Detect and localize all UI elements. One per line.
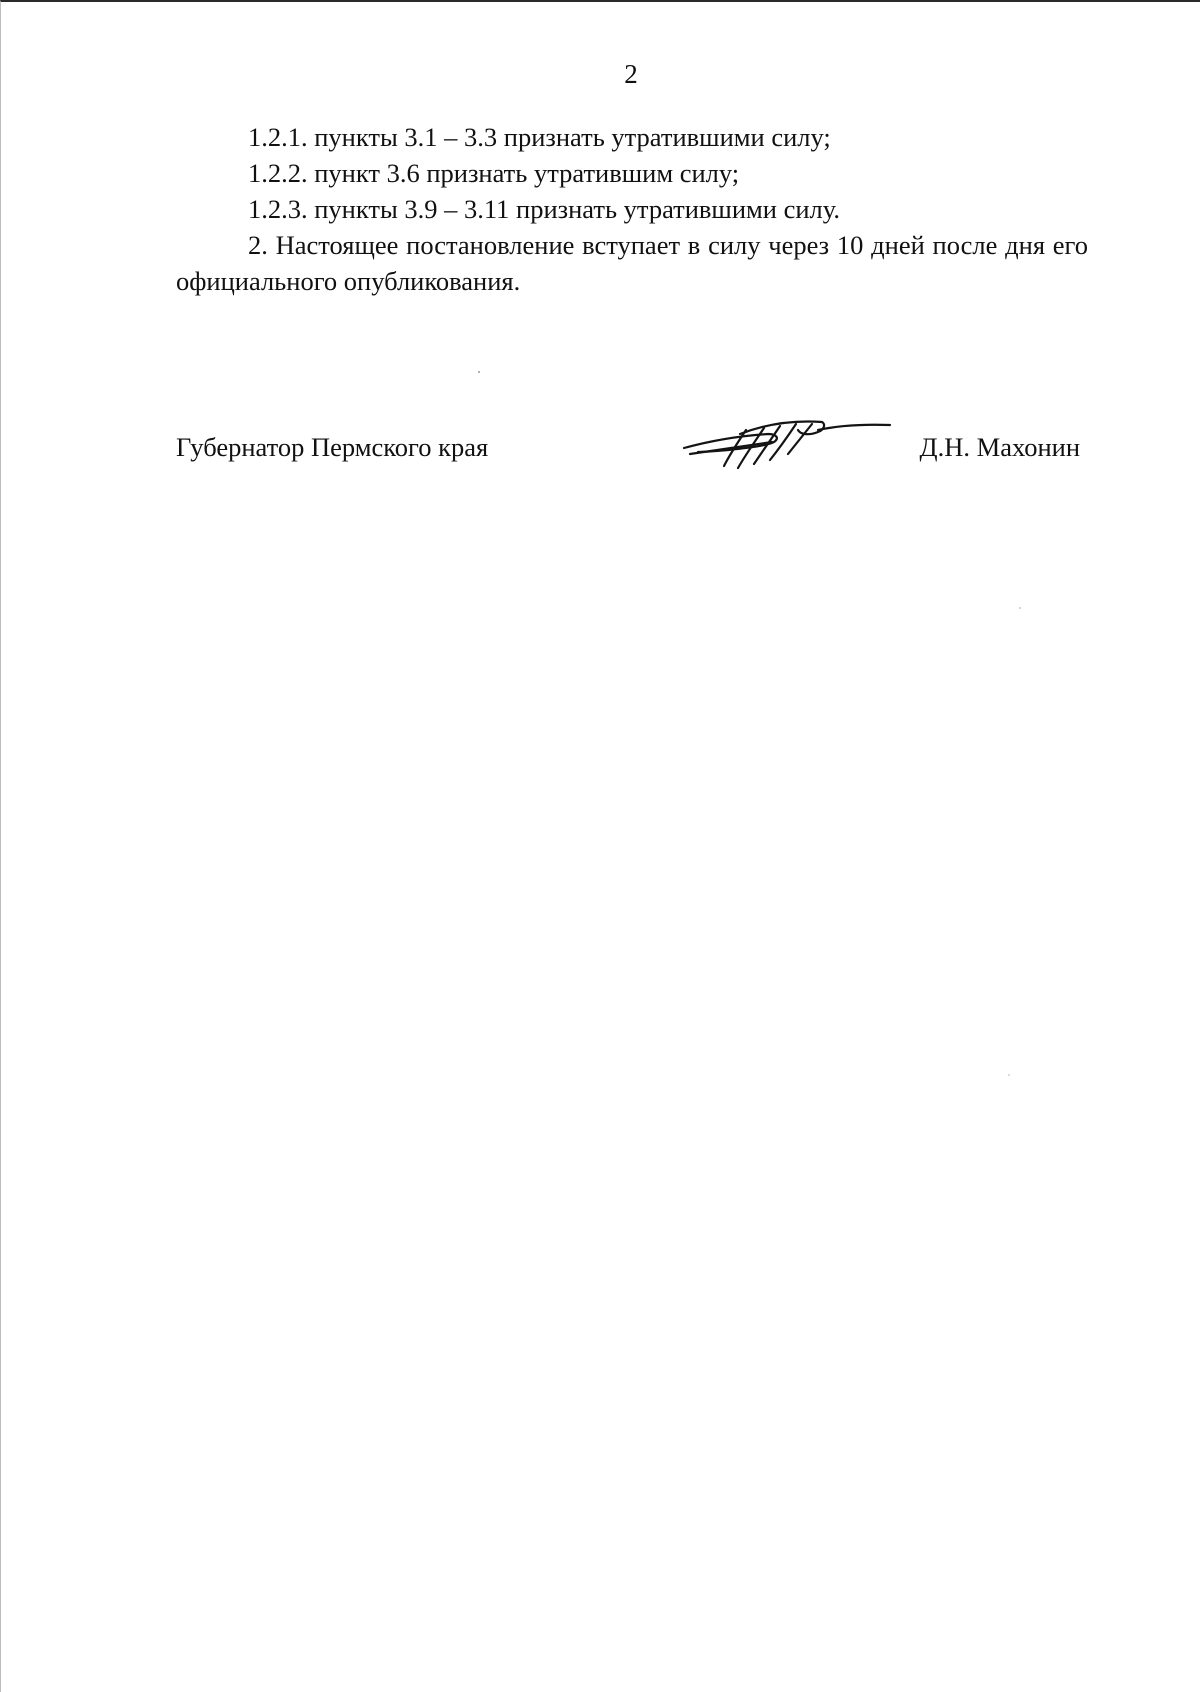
handwritten-signature [676, 412, 896, 472]
signatory-title: Губернатор Пермского края [176, 432, 489, 462]
signatory-name: Д.Н. Махонин [919, 432, 1080, 462]
paragraph-1-2-2: 1.2.2. пункт 3.6 признать утратившим силу; [248, 158, 740, 188]
paragraph-1-2-3: 1.2.3. пункты 3.9 – 3.11 признать утратившими силу. [248, 194, 840, 224]
scan-speck [1019, 607, 1021, 609]
scan-speck [478, 371, 480, 373]
paragraph-1-2-1: 1.2.1. пункты 3.1 – 3.3 признать утратившими силу; [248, 122, 831, 152]
document-body [176, 119, 1088, 299]
signature-block [176, 412, 1088, 472]
paragraph-2: 2. Настоящее постановление вступает в силу через 10 дней после дня его официального опубликования. [176, 230, 1088, 296]
scan-speck [1008, 1074, 1010, 1076]
page-number: 2 [624, 59, 638, 89]
